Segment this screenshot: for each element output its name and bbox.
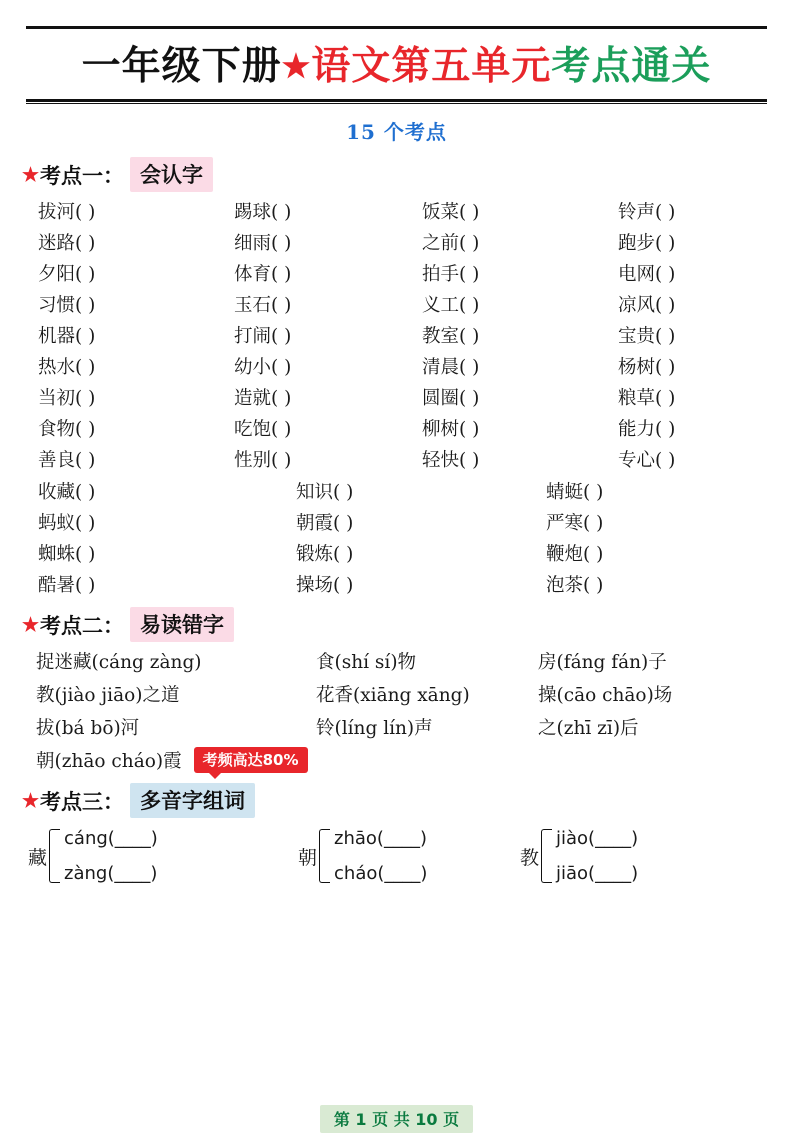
brace-icon [541, 829, 552, 883]
polyphone-char: 教 [520, 846, 540, 869]
section-label: 考点一： [40, 162, 125, 188]
error-item: 捉迷藏(cáng zàng) [36, 652, 202, 673]
error-item: 朝(zhāo cháo)霞 [36, 751, 182, 772]
word-item: 拍手( ) [422, 264, 480, 285]
worksheet-page [0, 26, 793, 1147]
word-item: 专心( ) [618, 450, 676, 471]
word-item: 电网( ) [618, 264, 676, 285]
word-item: 善良( ) [38, 450, 96, 471]
word-item: 蜘蛛( ) [38, 544, 96, 565]
polyphone-char: 藏 [28, 846, 48, 869]
title-part-subject: 语文第五单元 [311, 43, 552, 89]
recognize-words-grid4 [38, 198, 767, 472]
page-footer [0, 1105, 793, 1133]
polyphone-line: cáng(____) [64, 828, 158, 849]
polyphone-line: zàng(____) [64, 863, 158, 884]
word-item: 朝霞( ) [296, 513, 354, 534]
polyphone-line: zhāo(____) [334, 828, 427, 849]
word-item: 跑步( ) [618, 233, 676, 254]
polyphone-group [298, 828, 520, 884]
title-part-grade: 一年级下册 [81, 43, 282, 89]
recognize-words-grid3 [38, 478, 767, 597]
word-item: 吃饱( ) [234, 419, 292, 440]
word-item: 细雨( ) [234, 233, 292, 254]
subtitle: 15 个考点 [346, 120, 447, 144]
polyphone-char: 朝 [298, 846, 318, 869]
word-item: 柳树( ) [422, 419, 480, 440]
star-icon: ★ [22, 789, 40, 812]
polyphone-group [28, 828, 298, 884]
word-item: 蜻蜓( ) [546, 482, 604, 503]
section-heading-2 [22, 607, 793, 642]
section-label: 考点二： [40, 612, 125, 638]
word-item: 义工( ) [422, 295, 480, 316]
word-item: 造就( ) [234, 388, 292, 409]
word-item: 打闹( ) [234, 326, 292, 347]
star-icon: ★ [22, 163, 40, 186]
word-item: 鞭炮( ) [546, 544, 604, 565]
word-item: 之前( ) [422, 233, 480, 254]
section-heading-3 [22, 783, 793, 818]
section-heading-1 [22, 157, 793, 192]
word-item: 当初( ) [38, 388, 96, 409]
word-item: 迷路( ) [38, 233, 96, 254]
word-item: 锻炼( ) [296, 544, 354, 565]
word-item: 严寒( ) [546, 513, 604, 534]
error-item: 之(zhī zī)后 [538, 718, 639, 739]
error-prone-grid [36, 648, 767, 773]
error-item [316, 747, 538, 773]
error-item: 拔(bá bō)河 [36, 718, 140, 739]
word-item: 拔河( ) [38, 202, 96, 223]
word-item: 泡茶( ) [546, 575, 604, 596]
word-item: 饭菜( ) [422, 202, 480, 223]
word-item: 杨树( ) [618, 357, 676, 378]
polyphone-lines [334, 828, 427, 884]
word-item: 食物( ) [38, 419, 96, 440]
word-item: 体育( ) [234, 264, 292, 285]
word-item: 收藏( ) [38, 482, 96, 503]
word-item: 夕阳( ) [38, 264, 96, 285]
page-number: 第 1 页 共 10 页 [320, 1105, 473, 1133]
error-item: 操(cāo chāo)场 [538, 685, 673, 706]
word-item: 机器( ) [38, 326, 96, 347]
word-item: 酷暑( ) [38, 575, 96, 596]
section-tag: 多音字组词 [130, 783, 255, 818]
polyphone-line: jiào(____) [556, 828, 639, 849]
word-item: 幼小( ) [234, 357, 292, 378]
page-title [26, 35, 767, 91]
polyphone-lines [64, 828, 158, 884]
error-item: 花香(xiāng xāng) [316, 685, 470, 706]
polyphone-group [520, 828, 793, 884]
error-item: 铃(líng lín)声 [316, 718, 433, 739]
star-icon: ★ [281, 47, 312, 85]
word-item: 铃声( ) [618, 202, 676, 223]
section-tag: 会认字 [130, 157, 213, 192]
error-prone-block [26, 648, 767, 773]
brace-icon [49, 829, 60, 883]
polyphone-line: jiāo(____) [556, 863, 639, 884]
word-item: 热水( ) [38, 357, 96, 378]
section-label: 考点三： [40, 788, 125, 814]
word-item: 踢球( ) [234, 202, 292, 223]
frequency-badge: 考频高达80% [194, 747, 308, 773]
title-part-suffix: 考点通关 [551, 43, 712, 89]
error-item-with-badge [36, 747, 316, 773]
word-item: 习惯( ) [38, 295, 96, 316]
polyphone-lines [556, 828, 638, 884]
polyphone-line: cháo(____) [334, 863, 428, 884]
word-item: 操场( ) [296, 575, 354, 596]
word-item: 清晨( ) [422, 357, 480, 378]
recognize-words-block [26, 198, 767, 597]
word-item: 能力( ) [618, 419, 676, 440]
word-item: 轻快( ) [422, 450, 480, 471]
error-item: 食(shí sí)物 [316, 652, 417, 673]
word-item: 凉风( ) [618, 295, 676, 316]
star-icon: ★ [22, 613, 40, 636]
word-item: 玉石( ) [234, 295, 292, 316]
brace-icon [319, 829, 330, 883]
error-item [538, 747, 767, 773]
error-item: 房(fáng fán)子 [538, 652, 667, 673]
word-item: 粮草( ) [618, 388, 676, 409]
word-item: 蚂蚁( ) [38, 513, 96, 534]
polyphone-block [28, 828, 793, 884]
word-item: 宝贵( ) [618, 326, 676, 347]
error-item: 教(jiào jiāo)之道 [36, 685, 180, 706]
word-item: 教室( ) [422, 326, 480, 347]
page-title-banner [26, 26, 767, 102]
word-item: 圆圈( ) [422, 388, 480, 409]
section-tag: 易读错字 [130, 607, 234, 642]
word-item: 知识( ) [296, 482, 354, 503]
word-item: 性别( ) [234, 450, 292, 471]
